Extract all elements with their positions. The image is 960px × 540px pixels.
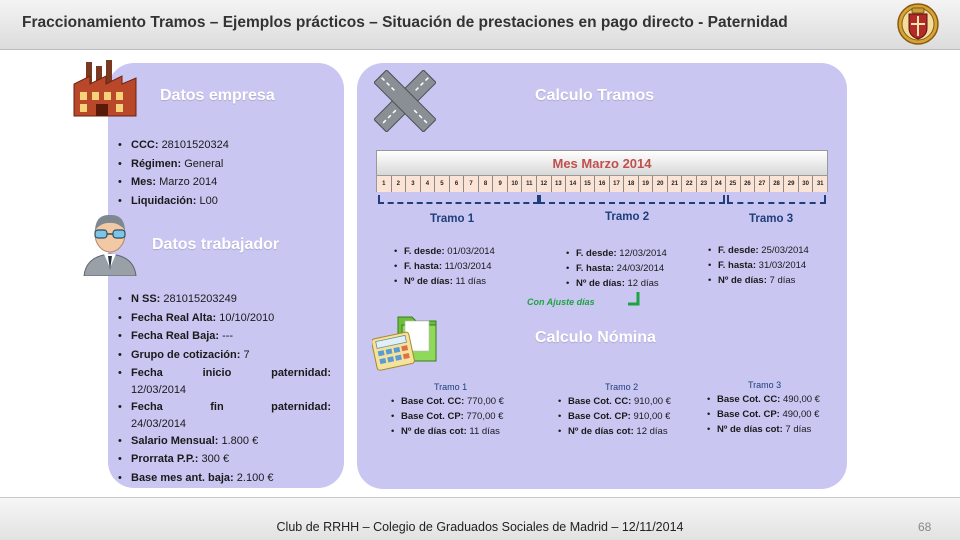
calendar-day: 26 (741, 176, 756, 192)
nomina-item: • Nº de días cot: 7 días (707, 422, 820, 437)
tramo-item: • F. hasta: 31/03/2014 (708, 258, 809, 273)
tramo-item: • F. hasta: 24/03/2014 (566, 261, 667, 276)
tramos-title: Calculo Tramos (535, 87, 655, 104)
tramo3-list (708, 243, 809, 288)
calendar-day: 27 (755, 176, 770, 192)
trabajador-item: • Salario Mensual: 1.800 € (117, 432, 333, 451)
trabajador-list (117, 290, 333, 487)
calendar-day: 12 (537, 176, 552, 192)
calendar-day: 15 (581, 176, 596, 192)
tramo1-list (394, 244, 495, 289)
worker-avatar-icon (80, 210, 140, 276)
nomina-tramo1-list (391, 394, 504, 439)
trabajador-item: • Grupo de cotización: 7 (117, 346, 333, 365)
nomina-item: • Base Cot. CC: 770,00 € (391, 394, 504, 409)
crest-icon (896, 2, 940, 46)
nomina-item: • Nº de días cot: 11 días (391, 424, 504, 439)
calendar-day: 23 (697, 176, 712, 192)
calendar-day: 16 (595, 176, 610, 192)
nomina-tramo3-list (707, 392, 820, 437)
tramo-item: • Nº de días: 11 días (394, 274, 495, 289)
tramo-item: • F. desde: 25/03/2014 (708, 243, 809, 258)
tramo3-bracket (727, 195, 826, 204)
ajuste-arrow-icon (628, 292, 642, 306)
calendar-day: 31 (813, 176, 827, 192)
tramo-item: • Nº de días: 12 días (566, 276, 667, 291)
tramo2-title: Tramo 2 (605, 211, 650, 223)
trabajador-item: • Base mes ant. baja: 2.100 € (117, 469, 333, 488)
nomina-tramo3-title: Tramo 3 (748, 380, 782, 390)
trabajador-title: Datos trabajador (152, 236, 280, 253)
empresa-list (117, 136, 339, 210)
calendar-day: 2 (392, 176, 407, 192)
calendar-day: 30 (799, 176, 814, 192)
tramo3-title: Tramo 3 (749, 213, 794, 225)
calendar-day: 7 (464, 176, 479, 192)
calendar-day: 28 (770, 176, 785, 192)
trabajador-item: • Fecha Real Baja: --- (117, 327, 333, 346)
trabajador-item: • Prorrata P.P.: 300 € (117, 450, 333, 469)
factory-icon (72, 60, 138, 118)
empresa-item: • Liquidación: L00 (117, 192, 339, 211)
tramo-item: • F. hasta: 11/03/2014 (394, 259, 495, 274)
calendar-day: 18 (624, 176, 639, 192)
tramo-item: • Nº de días: 7 días (708, 273, 809, 288)
empresa-title: Datos empresa (160, 87, 275, 104)
trabajador-item: • Fecha Real Alta: 10/10/2010 (117, 309, 333, 328)
page-number: 68 (918, 520, 932, 534)
calendar-day: 20 (653, 176, 668, 192)
footer-bar (0, 497, 960, 540)
trabajador-item: • N SS: 281015203249 (117, 290, 333, 309)
tramo-item: • F. desde: 12/03/2014 (566, 246, 667, 261)
ajuste-label: Con Ajuste días (527, 297, 595, 307)
calendar-day: 29 (784, 176, 799, 192)
calendar-month-label: Mes Marzo 2014 (377, 151, 827, 176)
tramo2-bracket (539, 195, 725, 204)
calendar-day: 17 (610, 176, 625, 192)
header-bar (0, 0, 960, 50)
nomina-tramo2-title: Tramo 2 (605, 382, 639, 392)
nomina-item: • Base Cot. CC: 490,00 € (707, 392, 820, 407)
calculator-folder-icon (372, 313, 440, 371)
nomina-item: • Base Cot. CP: 770,00 € (391, 409, 504, 424)
calendar-days-row (377, 176, 827, 192)
nomina-title: Calculo Nómina (535, 329, 656, 346)
nomina-tramo1-title: Tramo 1 (434, 382, 468, 392)
tramo1-bracket (378, 195, 539, 204)
footer-text: Club de RRHH – Colegio de Graduados Sociales de Madrid – 12/11/2014 (276, 520, 684, 534)
tramo-item: • F. desde: 01/03/2014 (394, 244, 495, 259)
calendar-day: 24 (712, 176, 727, 192)
calendar-day: 6 (450, 176, 465, 192)
month-calendar (376, 150, 828, 192)
nomina-item: • Base Cot. CP: 910,00 € (558, 409, 671, 424)
nomina-item: • Nº de días cot: 12 días (558, 424, 671, 439)
calendar-day: 4 (421, 176, 436, 192)
calendar-day: 11 (522, 176, 537, 192)
nomina-item: • Base Cot. CP: 490,00 € (707, 407, 820, 422)
calendar-day: 8 (479, 176, 494, 192)
empresa-item: • CCC: 28101520324 (117, 136, 339, 155)
calendar-day: 21 (668, 176, 683, 192)
calendar-day: 9 (493, 176, 508, 192)
calendar-day: 19 (639, 176, 654, 192)
trabajador-item: • Fecha fin paternidad: 24/03/2014 (117, 398, 333, 432)
crossroads-icon (374, 70, 436, 132)
calendar-day: 22 (682, 176, 697, 192)
nomina-tramo2-list (558, 394, 671, 439)
nomina-item: • Base Cot. CC: 910,00 € (558, 394, 671, 409)
calendar-day: 25 (726, 176, 741, 192)
slide-title: Fraccionamiento Tramos – Ejemplos prácticos – Situación de prestaciones en pago directo - Paternidad (22, 14, 788, 31)
empresa-item: • Mes: Marzo 2014 (117, 173, 339, 192)
calendar-day: 5 (435, 176, 450, 192)
trabajador-item: • Fecha inicio paternidad: 12/03/2014 (117, 364, 333, 398)
tramo1-title: Tramo 1 (430, 213, 475, 225)
empresa-item: • Régimen: General (117, 155, 339, 174)
calendar-day: 10 (508, 176, 523, 192)
calendar-day: 3 (406, 176, 421, 192)
calendar-day: 13 (552, 176, 567, 192)
tramo2-list (566, 246, 667, 291)
calendar-day: 1 (377, 176, 392, 192)
calendar-day: 14 (566, 176, 581, 192)
